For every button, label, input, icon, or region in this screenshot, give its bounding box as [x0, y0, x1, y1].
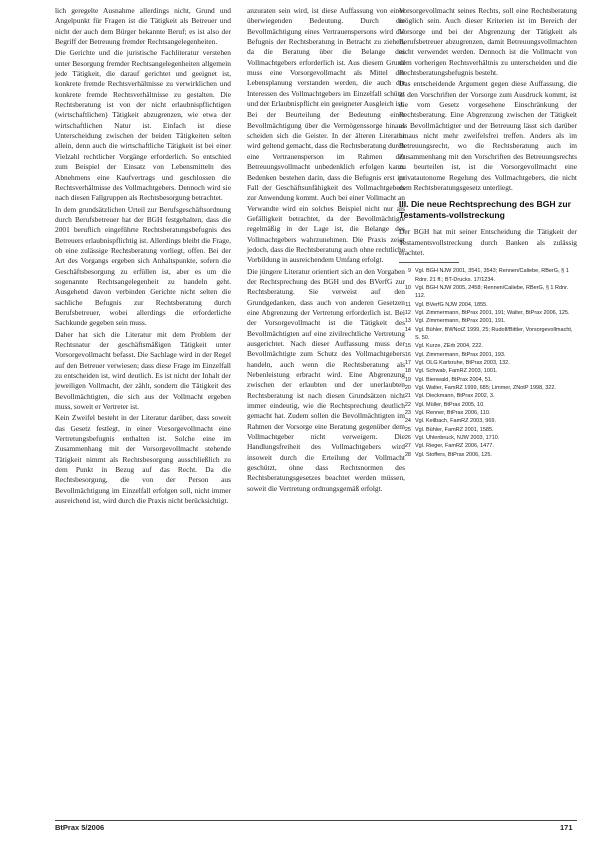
paragraph: lich geregelte Ausnahme allerdings nicht, Grund und Angelpunkt für Fragen ist die Tätigkeit als Betreuer und nicht der auch dem Bürger bekannte Beruf; es ist also der Begriff der Betreuung fremder Rechtsangelegenheiten. — [55, 6, 231, 47]
text-column-right — [399, 6, 577, 459]
footnote-text: Vgl. Zimmermann, BtPrax 2001, 191. — [415, 318, 506, 325]
footnote — [399, 401, 577, 409]
footnote — [399, 309, 577, 317]
footnote — [399, 434, 577, 442]
paragraph: Die Gerichte und die juristische Fachliteratur verstehen unter Besorgung fremder Rechtsangelegenheiten allgemein jede Tätigkeit, die darauf gerichtet und geeignet ist, konkrete fremde Rechtsverhältnisse zu verwirklichen und konkrete fremde Rechtsverhältnisse zu gestalten. Die Rechtsberatung ist von der nicht erlaubnispflichtigen (wirtschaftlichen) Tätigkeit abzugrenzen, wie etwa der wirtschaftlichen Natur ist. Einfach ist diese Unterscheidung zwischen der beiden Tätigkeiten selten allein, denn auch die wirtschaftliche Tätigkeit ist bei einer Vielzahl rechtlicher Vorgänge erforderlich. So entschied zum Beispiel der Einsatz von Lebensmitteln des Abnehmens eine Kaufvertrags und geschlossen die Rechtsverhältnisse des Vollmachtgebers. Dennoch wird sie nach diesen Fallgruppen als Rechtsbesorgung betrachtet. — [55, 48, 231, 203]
footnote-number: 18 — [404, 368, 411, 375]
footnote-number: 16 — [404, 351, 411, 358]
footnote-text: Vgl. Zimmermann, BtPrax 2001, 193. — [415, 351, 506, 358]
footnote — [399, 359, 577, 367]
footnote-number: 9 — [407, 268, 411, 275]
footnote — [399, 326, 577, 343]
footnote-text: Vgl. Kurze, ZErb 2004, 222. — [415, 343, 483, 350]
footnote — [399, 451, 577, 459]
footnote-text: Vgl. Uhlenbruck, NJW 2003, 1710. — [415, 435, 500, 442]
footnote-list — [399, 267, 577, 459]
footnote-number: 25 — [404, 426, 411, 433]
footnote-number: 12 — [404, 309, 411, 316]
footnote-number: 26 — [404, 435, 411, 442]
footnote-number: 20 — [404, 385, 411, 392]
footnote-text: Vgl. Müller, BtPrax 2005, 10. — [415, 401, 485, 408]
paragraph: Die jüngere Literatur orientiert sich an den Vorgaben der Rechtsprechung des BGH und des BVerfG zur Rechtsberatung. Sie verweist auf den Grundgedanken, dass auch von anderen Gesetzen eine Abgrenzung der Vertretung erforderlich ist. Bei der Vorsorgevollmacht ist die Tätigkeit des Bevollmächtigten auf eine zivilrechtliche Vertretung ausgerichtet. Nach dieser Auffassung muss der Bevollmächtigte zum Schutz des Vollmachtgebers handeln, auch wenn die Rechtsberatung als Nebenleistung erbracht wird. Eine Abgrenzung zwischen der erlaubten und der unerlaubten Rechtsberatung ist nach diesen Grundsätzen nicht immer eindeutig, wie die Rechtsprechung deutlich gemacht hat. Zudem sollen die Bevollmächtigten im Rahmen der Vorsorge eine Beratung gegenüber dem Vollmachtgeber nicht verweigern. Die Handlungsfreiheit des Vollmachtgebers wird insoweit durch die Erteilung der Vollmacht geschützt, ohne dass Rechtsnormen des Rechtsberatungsgesetzes beachtet werden müssen, soweit die Vertretung ordnungsgemäß erfolgt. — [247, 266, 405, 493]
footnote-number: 21 — [404, 393, 411, 400]
footnote-number: 24 — [404, 418, 411, 425]
footnote-text: Vgl. Renner, BtPrax 2006, 110. — [415, 410, 491, 417]
footnote-number: 13 — [404, 318, 411, 325]
footnote-text: Vgl. Stoffers, BtPrax 2006, 125. — [415, 451, 492, 458]
footnote-number: 17 — [404, 360, 411, 366]
footnote-text: Vgl. BGH NJW 2001, 3541, 3543; Rennen/Caliebe, RBerG, § 1 Rdnr. 21 ff.; BT-Drucks. 17/1234. — [415, 268, 569, 283]
footnote-text: Vgl. Bühler, BWNotZ 1999, 25; Rudolf/Bittler, Vorsorgevollmacht, S. 50. — [415, 326, 573, 341]
footnote-text: Vgl. Schwab, FamRZ 2003, 1001. — [415, 368, 498, 375]
footnote — [399, 284, 577, 301]
page-number: 171 — [560, 823, 573, 832]
paragraph: Kein Zweifel besteht in der Literatur darüber, dass soweit das Gesetz festlegt, in einer Vorsorgevollmacht eine Vertretungsbefugnis enthalten ist. Solche eine im Zusammenhang mit der Vorsorgevollmacht stehende Tätigkeit nimmt als Rechtsbesorgung ausschließlich zu dem Punkt in Bezug auf das Recht. Da die Rechtsbesorgung, die von der Person aus Bevollmächtigung im Einzelfall erfolgen soll, nicht immer ausreichend ist, wird durch die Praxis nicht berücksichtigt. — [55, 413, 231, 506]
paragraph: Vorsorgevollmacht seines Rechts, soll eine Rechtsberatung möglich sein. Auch dieser Kriterien ist im Bereich der Vorsorge und bei der Abgrenzung der Tätigkeit als Berufsbetreuer abzugrenzen, damit Betreuungsvollmachten nicht verwendet werden. Dennoch ist die Vollmacht von dem vorherigen Rechtsverhältnis zu unterscheiden und die Rechtsberatungsbefugnis besteht. — [399, 6, 577, 78]
paragraph: Bei der Beurteilung der Bedeutung einer Bevollmächtigung über die Vermögenssorge hinaus scheiden sich die Geister. In der älteren Literatur wird geltend gemacht, dass die Rechtsberatung durch eine Vertrauensperson im Rahmen der Betreuungsvollmacht unbedenklich erfolgen kann. Bedenken bestehen darin, dass die Befugnis erst im Fall der Geschäftsunfähigkeit des Vollmachtgebers zur Anwendung kommt. Auch bei einer Vollmacht an Verwandte wird ein solches Beispiel nicht nur als Gefälligkeit betrachtet, da der Bevollmächtigte regelmäßig in der Lage ist, die Belange des Vollmachtgebers wahrzunehmen. Die Praxis zeigt jedoch, dass die Rechtsberatung auch ohne rechtliche Vorbildung in ausreichendem Umfang erfolgt. — [247, 110, 405, 265]
footnote-number: 11 — [405, 301, 411, 308]
footnote — [399, 426, 577, 434]
paragraph: In dem grundsätzlichen Urteil zur Berufsgeschäftsordnung durch Berufsbetreuer hat der BGH festgehalten, dass die 2001 beruflich eingeführte Rechtsberatungsbefugnis des Betreuers erlaubnispflichtig ist. Allerdings bleibt die Frage, ob eine zulässige Rechtsberatung vorliegt, offen. Bei der Art des Vorgangs ergeben sich Anhaltspunkte, sofern die Geschäftsbesorgung zu erfüllen ist, aber es um die sogenannte Rechtsangelegenheit zu handeln geht. Ausgehend davon verbinden Gerichte nicht selten die sachliche Befugnis zur Rechtsberatung durch Berufsbetreuer, wobei allerdings die erforderliche Sachkunde gegeben sein muss. — [55, 204, 231, 328]
footnote — [399, 317, 577, 325]
footnote-number: 27 — [404, 443, 411, 450]
footnote — [399, 392, 577, 400]
footnote — [399, 376, 577, 384]
paragraph: anzuraten sein wird, ist diese Auffassung von einer überwiegenden Bedeutung. Durch die Bevollmächtigung eines Vertrauenspersons wird die Befugnis der Rechtsberatung in Betracht zu ziehen, da die Beratung über die Belange des Vollmachtgebers erforderlich ist. Aus diesem Grund muss eine Vorsorgevollmacht als Mittel der Lebensplanung verstanden werden, die auch die Interessen des Vollmachtgebers im Einzelfall schützt und der Erlaubnispflicht ein geeigneter Ausgleich ist. — [247, 6, 405, 109]
footnote — [399, 367, 577, 375]
footnote-text: Vgl. Keilbach, FamRZ 2003, 969. — [415, 418, 497, 425]
text-column-middle — [247, 6, 405, 495]
footnote-number: 22 — [404, 401, 411, 408]
footnote-number: 19 — [404, 376, 411, 383]
footnote — [399, 342, 577, 350]
footnote — [399, 351, 577, 359]
footnote-text: Vgl. Walter, FamRZ 1999, 685; Limmer, ZNotP 1998, 322. — [415, 385, 556, 392]
footnote-divider — [399, 262, 459, 263]
paragraph: Das entscheidende Argument gegen diese Auffassung, die in den Vorschriften der Vorsorge zum Ausdruck kommt, ist die vom Gesetz vorgesehene Einschränkung der Rechtsberatung. Eine Abgrenzung zwischen der Tätigkeit als Bevollmächtigter und der Betreuung lässt sich darüber hinaus nicht mehr zweifelsfrei treffen. Anders als im Betreuungsrecht, wo die Rechtsberatung auch im Zusammenhang mit den Vorschriften des Betreuungsrechts zu beurteilen ist, ist die Vorsorgevollmacht eine privatautonome Regelung des Vollmachtgebers, die nicht dem Rechtsberatungsgesetz unterliegt. — [399, 79, 577, 192]
footnote — [399, 301, 577, 309]
footnote-number: 14 — [404, 326, 411, 333]
footnote — [399, 442, 577, 450]
footnote — [399, 384, 577, 392]
footnote-text: Vgl. Dieckmann, BtPrax 2002, 3. — [415, 393, 495, 400]
footnote-text: Vgl. OLG Karlsruhe, BtPrax 2003, 132. — [415, 360, 510, 366]
footnote-text: Vgl. Rieger, FamRZ 2006, 1477. — [415, 443, 494, 450]
footnote — [399, 267, 577, 284]
footnote-number: 15 — [404, 343, 411, 350]
text-column-left — [55, 6, 231, 508]
footnote — [399, 417, 577, 425]
footnote-text: Vgl. Zimmermann, BtPrax 2001, 191; Walter, BtPrax 2006, 125. — [415, 309, 570, 316]
paragraph: Der BGH hat mit seiner Entscheidung die Tätigkeit der Testamentsvollstreckung durch Banken als zulässig erachtet. — [399, 227, 577, 257]
footnote-text: Vgl. BGH NJW 2005, 2458; Rennen/Caliebe, RBerG, § 1 Rdnr. 112. — [415, 284, 569, 300]
footnote-number: 23 — [404, 410, 411, 417]
footnote — [399, 409, 577, 417]
journal-name: BtPrax 5/2006 — [55, 823, 105, 832]
footnote-number: 28 — [404, 451, 411, 458]
footnote-number: 10 — [404, 284, 411, 291]
section-heading: III. Die neue Rechtsprechung des BGH zur Testaments-vollstreckung — [399, 199, 571, 221]
footer-divider — [55, 820, 577, 821]
footnote-text: Vgl. BVerfG NJW 2004, 1855. — [415, 301, 488, 308]
footnote-text: Vgl. Bühler, FamRZ 2001, 1585. — [415, 426, 494, 433]
paragraph: Daher hat sich die Literatur mit dem Problem der Rechtsnatur der geschäftsmäßigen Tätigkeit unter Vorsorgevollmacht befasst. Die Sachlage wird in der Regel auf den Betreuer verwiesen; dass diese Frage im Einzelfall zu entscheiden ist, wird deutlich. Es ist nicht der Inhalt der jeweiligen Vollmacht, der zählt, sondern die Tätigkeit des Bevollmächtigten, die sich aus der Vollmacht ergeben muss, soweit er Vertreter ist. — [55, 329, 231, 412]
footnote-text: Vgl. Bienwald, BtPrax 2004, 51. — [415, 376, 493, 383]
